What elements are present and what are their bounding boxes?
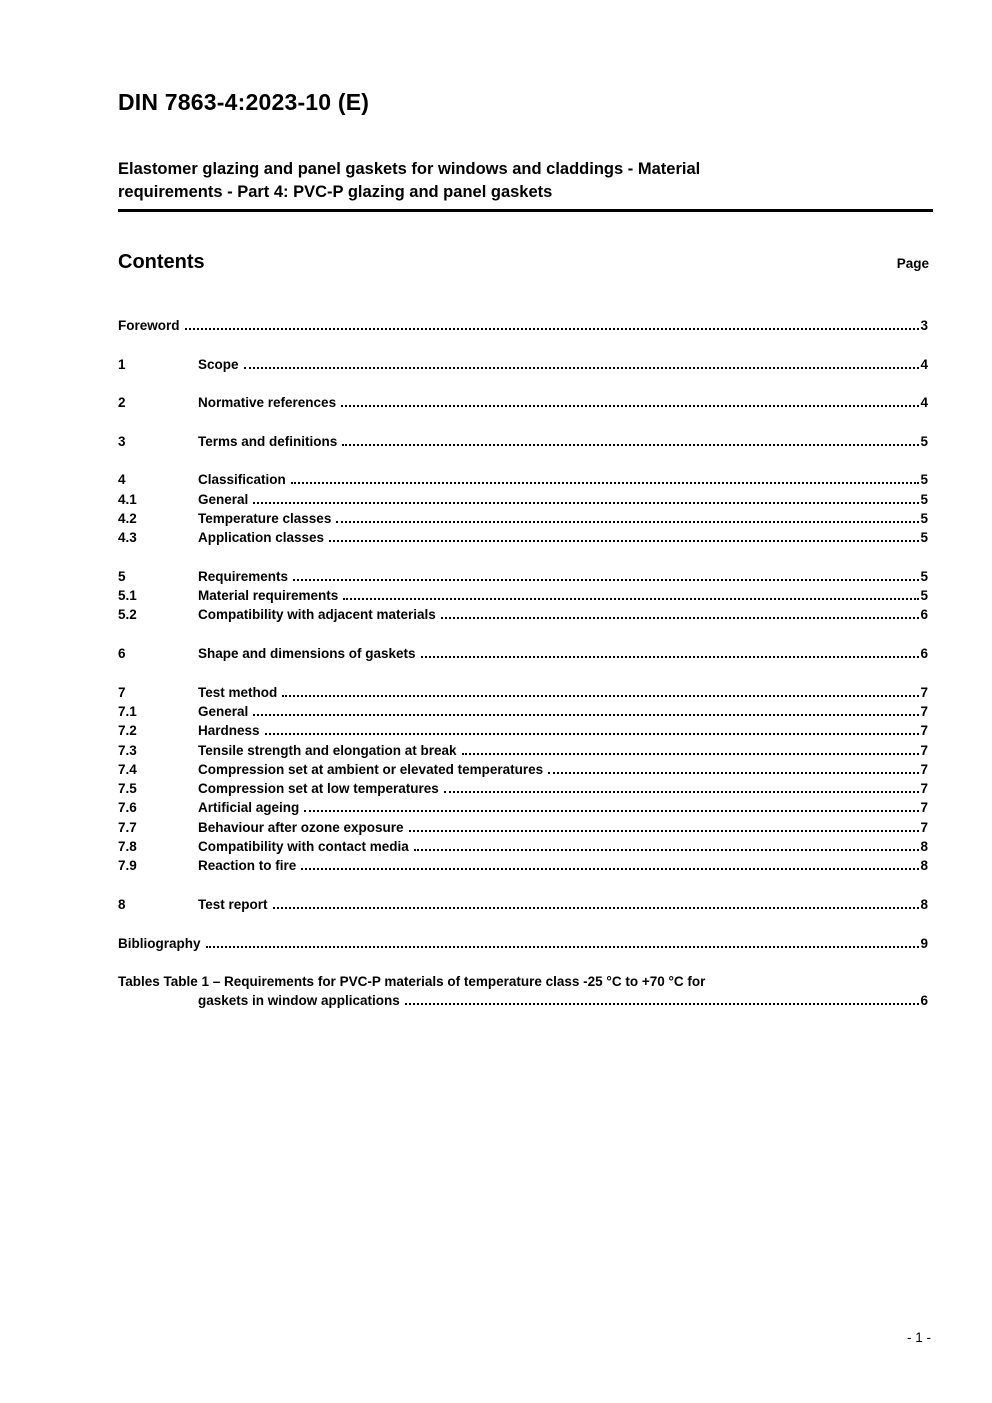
toc-entry-title: Test report bbox=[198, 896, 268, 912]
toc-leader-dots bbox=[342, 444, 919, 446]
toc-entry-title: Tables Table 1 – Requirements for PVC-P materials of temperature class -25 °C to +70 °C for bbox=[118, 974, 706, 990]
page-column-label: Page bbox=[896, 256, 929, 271]
contents-header-row bbox=[118, 250, 933, 274]
toc-entry-number: 5.1 bbox=[118, 588, 137, 604]
toc-entry-page: 7 bbox=[920, 800, 928, 816]
toc-entry-page: 8 bbox=[920, 839, 928, 855]
document-title bbox=[118, 158, 933, 212]
toc-entry-number: 7.8 bbox=[118, 839, 137, 855]
toc-entry-title: Scope bbox=[198, 356, 239, 372]
toc-entry-title: General bbox=[198, 703, 249, 719]
toc-entry bbox=[118, 760, 928, 779]
toc-entry-page: 5 bbox=[920, 510, 928, 526]
toc-entry bbox=[118, 934, 928, 953]
toc-entry-page: 7 bbox=[920, 703, 928, 719]
toc-entry bbox=[118, 509, 928, 528]
toc-entry bbox=[118, 355, 928, 374]
toc-leader-dots bbox=[291, 482, 920, 484]
toc-leader-dots bbox=[265, 733, 920, 735]
toc-entry bbox=[118, 393, 928, 412]
toc-leader-dots bbox=[273, 907, 920, 909]
toc-entry-number: 4 bbox=[118, 472, 126, 488]
toc-entry-number: 7.9 bbox=[118, 858, 137, 874]
toc-entry bbox=[118, 721, 928, 740]
toc-entry bbox=[118, 567, 928, 586]
toc-entry-title: Material requirements bbox=[198, 588, 339, 604]
toc-entry-title: Normative references bbox=[198, 395, 337, 411]
toc-leader-dots bbox=[444, 791, 920, 793]
toc-leader-dots bbox=[462, 753, 920, 755]
toc-entry-number: 7.1 bbox=[118, 703, 137, 719]
toc-entry bbox=[118, 702, 928, 721]
toc-leader-dots bbox=[185, 328, 920, 330]
toc-leader-dots bbox=[414, 849, 920, 851]
toc-entry-number: 5 bbox=[118, 568, 126, 584]
toc-entry-title: gaskets in window applications bbox=[198, 993, 400, 1009]
toc-entry-page: 7 bbox=[920, 781, 928, 797]
toc-leader-dots bbox=[244, 367, 920, 369]
toc-entry bbox=[118, 837, 928, 856]
toc-entry bbox=[118, 470, 928, 489]
toc-entry-title: Hardness bbox=[198, 723, 260, 739]
toc-entry-number: 7 bbox=[118, 684, 126, 700]
toc-entry-page: 5 bbox=[920, 491, 928, 507]
toc-entry bbox=[118, 818, 928, 837]
toc-leader-dots bbox=[421, 656, 920, 658]
toc-entry-page: 6 bbox=[920, 607, 928, 623]
toc-leader-dots bbox=[282, 695, 919, 697]
toc-entry-title: Compatibility with contact media bbox=[198, 839, 409, 855]
toc-entry-title: Classification bbox=[198, 472, 286, 488]
toc-entry-number: 5.2 bbox=[118, 607, 137, 623]
toc-leader-dots bbox=[253, 502, 919, 504]
toc-entry-page: 5 bbox=[920, 433, 928, 449]
toc-entry-page: 8 bbox=[920, 858, 928, 874]
toc-leader-dots bbox=[336, 521, 919, 523]
toc-entry bbox=[118, 644, 928, 663]
toc-entry-page: 7 bbox=[920, 819, 928, 835]
toc-entry-number: 4.3 bbox=[118, 530, 137, 546]
toc-leader-dots bbox=[329, 540, 919, 542]
toc-leader-dots bbox=[301, 868, 919, 870]
toc-leader-dots bbox=[253, 714, 919, 716]
toc-entry-title: Compression set at ambient or elevated temperatures bbox=[198, 761, 544, 777]
toc-entry-number: 1 bbox=[118, 356, 126, 372]
toc-entry-number: 7.6 bbox=[118, 800, 137, 816]
toc-entry bbox=[118, 991, 928, 1010]
toc-entry-title: Behaviour after ozone exposure bbox=[198, 819, 404, 835]
toc-leader-dots bbox=[405, 1003, 920, 1005]
toc-entry bbox=[118, 972, 928, 991]
toc-entry-title: Compression set at low temperatures bbox=[198, 781, 439, 797]
toc-entry-page: 7 bbox=[920, 761, 928, 777]
document-title-line-1: Elastomer glazing and panel gaskets for windows and claddings - Material bbox=[118, 160, 701, 178]
toc-entry-number: 7.4 bbox=[118, 761, 137, 777]
toc-leader-dots bbox=[341, 405, 919, 407]
toc-entry-page: 5 bbox=[920, 472, 928, 488]
toc-entry-title: Test method bbox=[198, 684, 278, 700]
toc-entry-page: 6 bbox=[920, 646, 928, 662]
toc-leader-dots bbox=[206, 946, 920, 948]
toc-entry-page: 8 bbox=[920, 896, 928, 912]
toc-entry-title: Application classes bbox=[198, 530, 325, 546]
toc-entry-title: Shape and dimensions of gaskets bbox=[198, 646, 416, 662]
toc-leader-dots bbox=[409, 830, 920, 832]
page-number-footer: - 1 - bbox=[906, 1330, 931, 1345]
toc-entry-number: 7.7 bbox=[118, 819, 137, 835]
toc-entry-page: 5 bbox=[920, 530, 928, 546]
toc-entry-title: Reaction to fire bbox=[198, 858, 297, 874]
toc-entry-number: 3 bbox=[118, 433, 126, 449]
toc-leader-dots bbox=[548, 772, 919, 774]
toc-entry bbox=[118, 432, 928, 451]
toc-entry-number: 7.2 bbox=[118, 723, 137, 739]
toc-entry bbox=[118, 779, 928, 798]
toc-entry-title: Tensile strength and elongation at break bbox=[198, 742, 457, 758]
toc-leader-dots bbox=[293, 579, 919, 581]
toc-entry-page: 7 bbox=[920, 742, 928, 758]
toc-entry bbox=[118, 741, 928, 760]
toc-entry bbox=[118, 605, 928, 624]
toc-entry bbox=[118, 490, 928, 509]
toc-entry-number: 2 bbox=[118, 395, 126, 411]
toc-entry-title: General bbox=[198, 491, 249, 507]
toc-leader-dots bbox=[343, 598, 919, 600]
toc-entry-number: 7.3 bbox=[118, 742, 137, 758]
toc-leader-dots bbox=[441, 617, 920, 619]
toc-entry-title: Requirements bbox=[198, 568, 289, 584]
toc-entry-number: 4.2 bbox=[118, 510, 137, 526]
toc-entry bbox=[118, 895, 928, 914]
toc-entry-number: 4.1 bbox=[118, 491, 137, 507]
contents-heading: Contents bbox=[118, 251, 205, 273]
toc-entry-page: 7 bbox=[920, 723, 928, 739]
toc-entry-page: 5 bbox=[920, 568, 928, 584]
page-content bbox=[118, 0, 933, 1011]
toc-entry-number: 8 bbox=[118, 896, 126, 912]
toc-entry-page: 9 bbox=[920, 935, 928, 951]
toc-entry bbox=[118, 528, 928, 547]
document-number: DIN 7863-4:2023-10 (E) bbox=[118, 89, 370, 115]
toc-entry-title: Foreword bbox=[118, 318, 180, 333]
toc-entry bbox=[118, 586, 928, 605]
toc-entry bbox=[118, 798, 928, 817]
toc-entry-number: 6 bbox=[118, 646, 126, 662]
toc-entry-title: Terms and definitions bbox=[198, 433, 338, 449]
toc-entry-page: 7 bbox=[920, 684, 928, 700]
toc-entry bbox=[118, 683, 928, 702]
toc-entry-page: 4 bbox=[920, 356, 928, 372]
toc-entry-title: Artificial ageing bbox=[198, 800, 300, 816]
toc-entry-page: 3 bbox=[920, 318, 928, 333]
toc-entry-page: 6 bbox=[920, 993, 928, 1009]
toc-entry bbox=[118, 316, 928, 335]
toc-entry-title: Temperature classes bbox=[198, 510, 332, 526]
toc-leader-dots bbox=[304, 810, 919, 812]
document-title-line-2: requirements - Part 4: PVC-P glazing and panel gaskets bbox=[118, 183, 553, 201]
toc-entry bbox=[118, 856, 928, 875]
toc-list bbox=[118, 316, 928, 1011]
toc-entry-title: Compatibility with adjacent materials bbox=[198, 607, 436, 623]
toc-entry-number: 7.5 bbox=[118, 781, 137, 797]
toc-entry-page: 5 bbox=[920, 588, 928, 604]
toc-entry-title: Bibliography bbox=[118, 935, 201, 951]
toc-entry-page: 4 bbox=[920, 395, 928, 411]
